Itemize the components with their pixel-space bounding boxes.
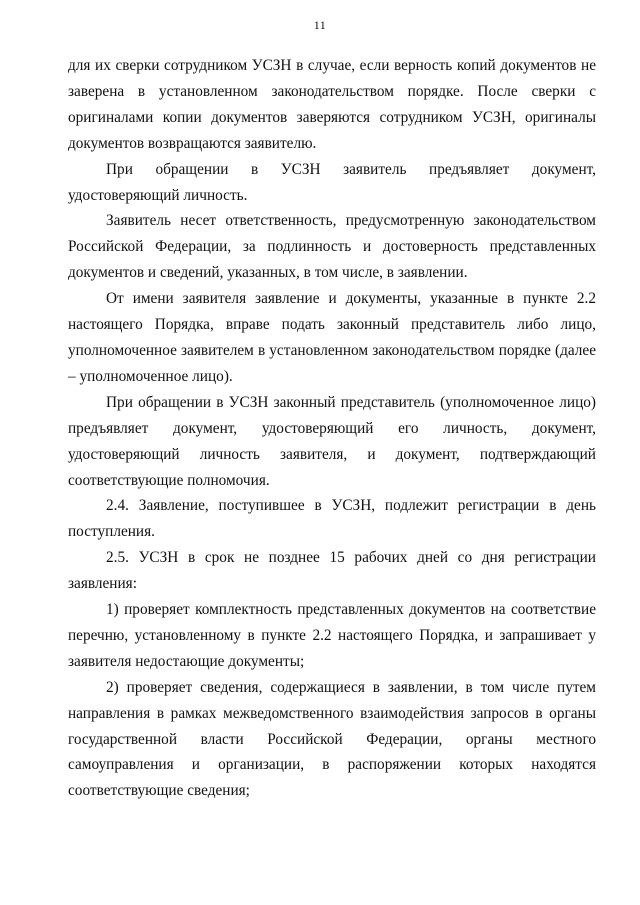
paragraph-identity-document: При обращении в УСЗН заявитель предъявляет документ, удостоверяющий личность. [68, 160, 596, 204]
paragraph-item-1-completeness: 1) проверяет комплектность представленных документов на соответствие перечню, установленному в пункте 2.2 настоящего Порядка, и запрашивает у заявителя недостающие документы; [68, 601, 596, 670]
page-body [68, 53, 596, 804]
paragraph-2-5-deadline: 2.5. УСЗН в срок не позднее 15 рабочих дней со дня регистрации заявления: [68, 549, 596, 593]
paragraph-2-4-registration: 2.4. Заявление, поступившее в УСЗН, подлежит регистрации в день поступления. [68, 497, 596, 541]
paragraph-copies-verification: для их сверки сотрудником УСЗН в случае, если верность копий документов не заверена в установленном законодательством порядке. После сверки с оригиналами копии документов заверяются сотрудником УСЗН, оригиналы документов возвращаются заявителю. [68, 57, 596, 152]
paragraph-representative-documents: При обращении в УСЗН законный представитель (уполномоченное лицо) предъявляет документ, удостоверяющий его личность, документ, удостоверяющий личность заявителя, и документ, подтверждающий соответствующие полномочия. [68, 393, 596, 489]
page-number: 11 [313, 18, 327, 32]
paragraph-item-2-verification: 2) проверяет сведения, содержащиеся в заявлении, в том числе путем направления в рамках межведомственного взаимодействия запросов в органы государственной власти Российской Федерации, органы местного самоуправления и организации, в распоряжении которых находятся соответствующие сведения; [68, 678, 596, 800]
paragraph-representative: От имени заявителя заявление и документы, указанные в пункте 2.2 настоящего Порядка, вправе подать законный представитель либо лицо, уполномоченное заявителем в установленном законодательством порядке (далее – уполномоченное лицо). [68, 290, 596, 385]
paragraph-applicant-responsibility: Заявитель несет ответственность, предусмотренную законодательством Российской Федерации, за подлинность и достоверность представленных документов и сведений, указанных, в том числе, в заявлении. [68, 212, 596, 282]
